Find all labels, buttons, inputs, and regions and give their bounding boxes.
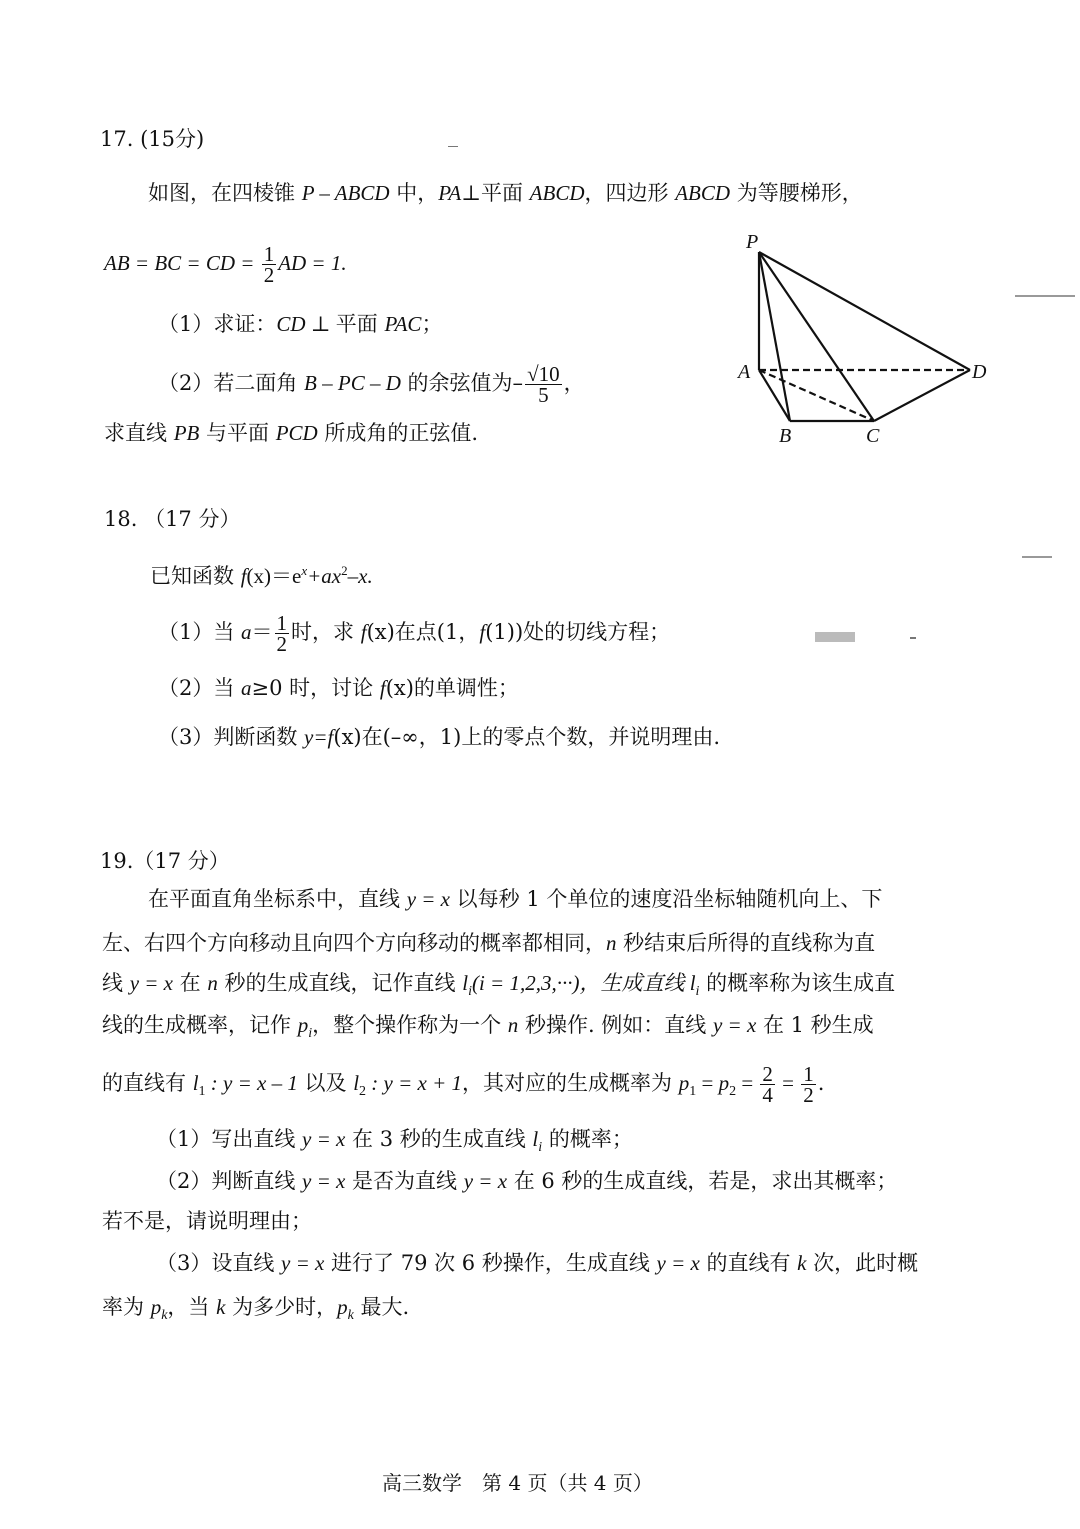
scan-speck <box>1015 295 1075 297</box>
q19-part1: （1）写出直线 y = x 在 3 秒的生成直线 $l_i$ 的概率； <box>156 1127 633 1155</box>
q19-part2-line2: 若不是，请说明理由； <box>102 1209 312 1233</box>
label-D: D <box>972 361 987 383</box>
q17-header: 17. (15分) <box>100 127 205 151</box>
q19-part3: （3）设直线 y = x 进行了 79 次 6 秒操作，生成直线 y = x 的直线有 k 次，此时概 <box>156 1251 919 1275</box>
scan-speck <box>815 632 855 642</box>
label-B: B <box>779 425 792 447</box>
q19-header: 19.（17 分） <box>100 849 230 873</box>
q17-condition: AB = BC = CD = $\frac{1}{2}$ AD = 1. <box>104 242 347 287</box>
q19-line2: 左、右四个方向移动且向四个方向移动的概率都相同，n 秒结束后所得的直线称为直 <box>102 931 876 955</box>
q19-part2: （2）判断直线 y = x 是否为直线 y = x 在 6 秒的生成直线，若是，求出其概率； <box>156 1169 898 1193</box>
q19-line1: 在平面直角坐标系中，直线 y = x 以每秒 1 个单位的速度沿坐标轴随机向上、下 <box>148 887 883 911</box>
q17-intro: 如图，在四棱锥 P – ABCD 中，PA⊥平面 ABCD，四边形 ABCD 为等腰梯形， <box>148 181 863 205</box>
q19-line3: 线 y = x 在 n 秒的生成直线，记作直线 $l_i(i = 1,2,3,\cdot\cdot\cdot)$，生成直线 $l_i$ 的概率称为该生成直 <box>102 971 896 999</box>
page-footer: 高三数学 第 4 页（共 4 页） <box>382 1471 653 1495</box>
q17-part1: （1）求证：CD ⊥ 平面 PAC； <box>158 312 443 336</box>
q19-line4: 线的生成概率，记作 $p_i$，整个操作称为一个 n 秒操作. 例如：直线 y = x 在 1 秒生成 <box>102 1013 874 1041</box>
scan-speck <box>448 146 458 147</box>
scan-speck <box>1022 556 1052 558</box>
q19-part3-line2: 率为 $p_k$，当 k 为多少时，$p_k$ 最大. <box>102 1295 410 1323</box>
scan-speck <box>910 637 916 639</box>
fraction-1-over-2: $\frac{1}{2}$ <box>803 1062 814 1107</box>
q17-part2: （2）若二面角 B – PC – D 的余弦值为– $\frac{√10}{5}$ ， <box>158 362 585 407</box>
q18-part2: （2）当 a≥0 时，讨论 f(x)的单调性； <box>158 676 519 700</box>
pyramid-figure <box>720 225 1020 455</box>
fraction-half: $\frac{1}{2}$ <box>263 242 275 287</box>
edge-PD <box>759 252 970 370</box>
q17-part2-line2: 求直线 PB 与平面 PCD 所成角的正弦值. <box>104 421 479 445</box>
edge-PC <box>759 252 874 421</box>
label-C: C <box>866 425 880 447</box>
label-P: P <box>746 231 759 253</box>
q18-intro: 已知函数 $f(x)=e^x+ax^2-x$. <box>150 563 373 588</box>
q18-header: 18. （17 分） <box>104 507 241 531</box>
edge-CD <box>874 370 970 421</box>
fraction-2-over-4: $\frac{2}{4}$ <box>762 1062 773 1107</box>
q19-line5: 的直线有 $l_1$ : y = x – 1 以及 $l_2$ : y = x + 1，其对应的生成概率为 $p_1 = p_2$ = $\frac{2}{4}$ = $\frac{1}{2}$ . <box>102 1062 825 1107</box>
fraction-sqrt10-over-5: $\frac{√10}{5}$ <box>527 362 560 407</box>
q18-part1: （1）当 a＝ $\frac{1}{2}$ 时，求 f(x)在点(1，f(1))处的切线方程； <box>158 611 671 656</box>
fraction-half: $\frac{1}{2}$ <box>276 611 288 656</box>
q18-part3: （3）判断函数 y=f(x)在(–∞，1)上的零点个数，并说明理由. <box>158 725 721 749</box>
label-A: A <box>738 361 751 383</box>
